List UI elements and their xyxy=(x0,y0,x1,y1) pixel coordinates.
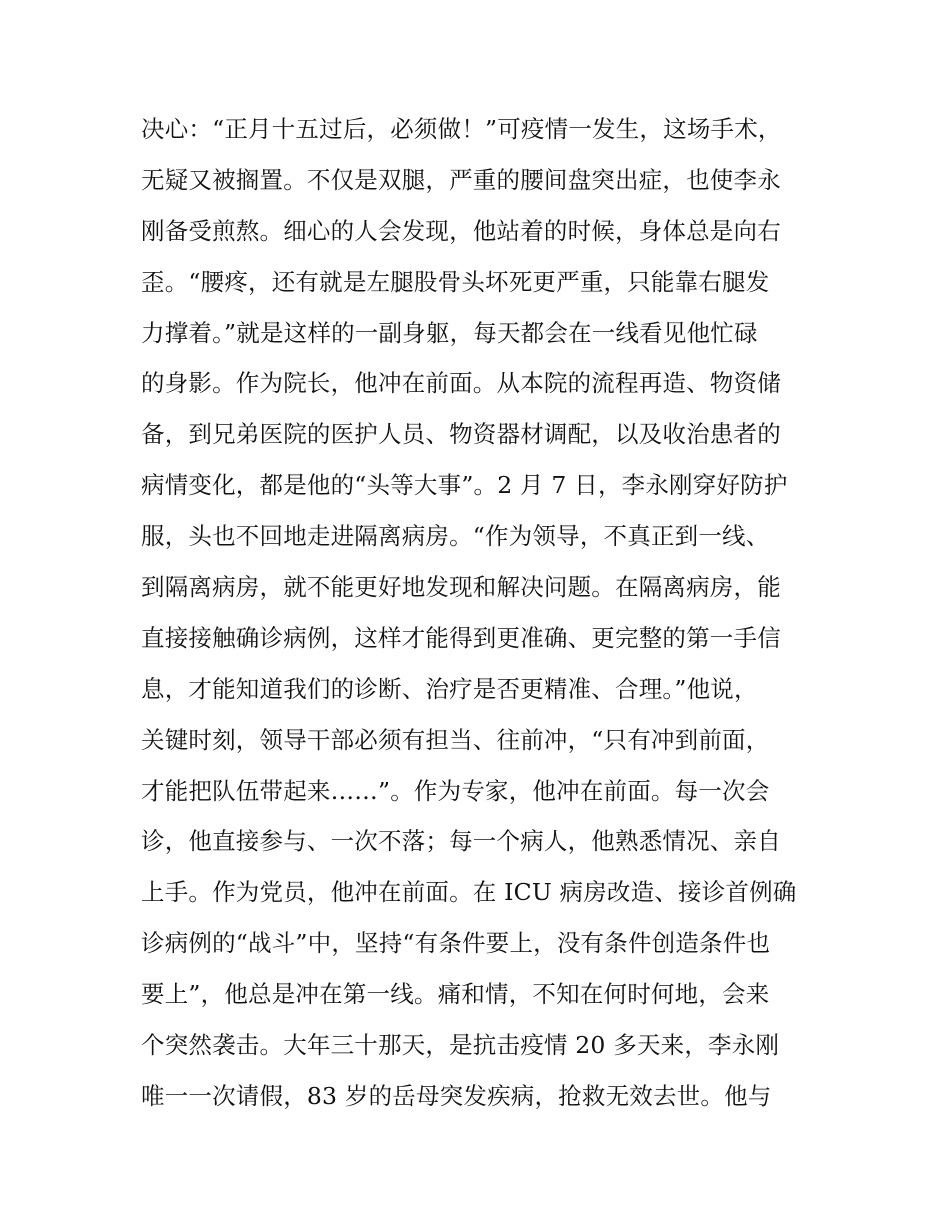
text-line: 才能把队伍带起来……”。作为专家，他冲在前面。每一次会 xyxy=(141,776,770,805)
text-line: 诊，他直接参与、一次不落；每一个病人，他熟悉情况、亲自 xyxy=(141,827,781,856)
text-line: 息，才能知道我们的诊断、治疗是否更精准、合理。”他说， xyxy=(141,674,758,703)
text-line: 歪。“腰疼，还有就是左腿股骨头坏死更严重，只能靠右腿发 xyxy=(141,267,770,296)
text-line: 上手。作为党员，他冲在前面。在 ICU 病房改造、接诊首例确 xyxy=(141,878,797,907)
text-line: 诊病例的“战斗”中，坚持“有条件要上，没有条件创造条件也 xyxy=(141,929,771,958)
text-line: 关键时刻，领导干部必须有担当、往前冲，“只有冲到前面， xyxy=(141,725,770,754)
text-line: 病情变化，都是他的“头等大事”。2 月 7 日，李永刚穿好防护 xyxy=(141,471,788,500)
text-line: 服，头也不回地走进隔离病房。“作为领导，不真正到一线、 xyxy=(141,522,770,551)
text-line: 个突然袭击。大年三十那天，是抗击疫情 20 多天来，李永刚 xyxy=(141,1031,780,1060)
text-line: 力撑着。”就是这样的一副身躯，每天都会在一线看见他忙碌 xyxy=(141,318,758,347)
text-line: 要上”，他总是冲在第一线。痛和情，不知在何时何地，会来 xyxy=(141,980,770,1009)
text-line: 刚备受煎熬。细心的人会发现，他站着的时候，身体总是向右 xyxy=(141,216,781,245)
text-line: 到隔离病房，就不能更好地发现和解决问题。在隔离病房，能 xyxy=(141,573,781,602)
text-line: 唯一一次请假，83 岁的岳母突发疾病，抢救无效去世。他与 xyxy=(141,1081,772,1110)
body-paragraph xyxy=(141,104,821,1122)
text-line: 决心：“正月十五过后，必须做！”可疫情一发生，这场手术， xyxy=(141,115,782,143)
text-line: 直接接触确诊病例，这样才能得到更准确、更完整的第一手信 xyxy=(141,623,781,652)
text-line: 备，到兄弟医院的医护人员、物资器材调配，以及收治患者的 xyxy=(141,420,781,449)
text-line: 的身影。作为院长，他冲在前面。从本院的流程再造、物资储 xyxy=(141,369,781,398)
text-line: 无疑又被搁置。不仅是双腿，严重的腰间盘突出症，也使李永 xyxy=(141,165,781,194)
